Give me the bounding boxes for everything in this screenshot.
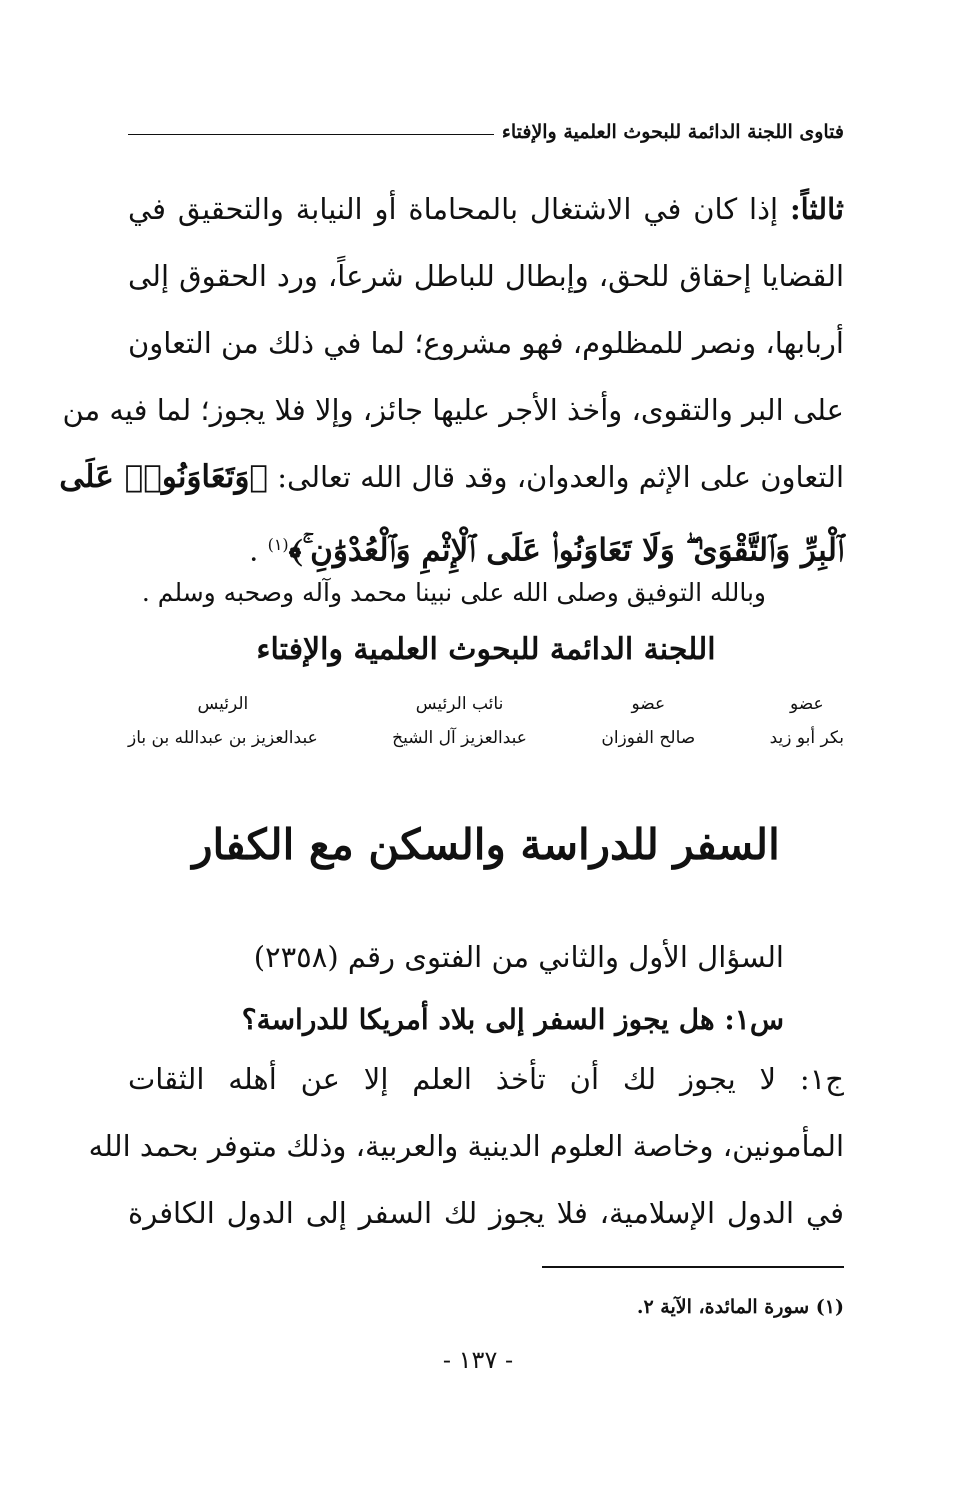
paragraph-line: أربابها، ونصر للمظلوم، فهو مشروع؛ لما في ذلك من التعاون <box>128 326 844 360</box>
answer-line: المأمونين، وخاصة العلوم الدينية والعربية، وذلك متوفر بحمد الله <box>88 1129 844 1163</box>
committee-members <box>128 694 844 748</box>
footnote-reference: (١) <box>267 535 289 554</box>
member-name: بكر أبو زيد <box>769 728 844 748</box>
member-role: نائب الرئيس <box>415 694 504 714</box>
header-rule <box>128 134 494 135</box>
closing-line: وبالله التوفيق وصلى الله على نبينا محمد وآله وصحبه وسلم . <box>141 578 766 607</box>
member-entry <box>392 694 527 748</box>
paragraph-line: التعاون على الإثم والعدوان، وقد قال الله تعالى: ﴿وَتَعَاوَنُوا۟ عَلَى <box>59 459 844 495</box>
question-text: س١: هل يجوز السفر إلى بلاد أمريكا للدراسة؟ <box>241 1003 784 1036</box>
running-header <box>128 112 844 152</box>
member-name: عبدالعزيز بن عبدالله بن باز <box>128 728 318 748</box>
question-reference: السؤال الأول والثاني من الفتوى رقم (٢٣٥٨) <box>253 940 784 974</box>
member-entry <box>770 694 844 748</box>
member-entry <box>601 694 695 748</box>
paragraph-third-point <box>59 176 844 578</box>
member-entry <box>128 694 318 748</box>
paragraph-line: القضايا إحقاق للحق، وإبطال للباطل شرعاً، ورد الحقوق إلى <box>128 259 844 293</box>
paragraph-line: على البر والتقوى، وأخذ الأجر عليها جائز، وإلا فلا يجوز؛ لما فيه من <box>62 393 844 427</box>
member-role: عضو <box>631 694 666 714</box>
answer-line: ج١: لا يجوز لك أن تأخذ العلم إلا عن أهله الثقات <box>128 1062 844 1096</box>
committee-title: اللجنة الدائمة للبحوث العلمية والإفتاء <box>256 632 716 667</box>
paragraph-line: ثالثاً: إذا كان في الاشتغال بالمحاماة أو النيابة والتحقيق في <box>128 192 844 226</box>
quran-verse: ٱلْبِرِّ وَٱلتَّقْوَىٰ ۖ وَلَا تَعَاوَنُوا۟ عَلَى ٱلْإِثْمِ وَٱلْعُدْوَٰنِ ۚ﴾ <box>288 532 844 569</box>
member-role: الرئيس <box>197 694 249 714</box>
answer-paragraph <box>88 1046 844 1247</box>
page-number: - ١٣٧ - <box>442 1346 514 1374</box>
member-name: عبدالعزيز آل الشيخ <box>392 728 527 748</box>
header-title: فتاوى اللجنة الدائمة للبحوث العلمية والإفتاء <box>501 121 844 143</box>
paragraph-line: ٱلْبِرِّ وَٱلتَّقْوَىٰ ۖ وَلَا تَعَاوَنُوا۟ عَلَى ٱلْإِثْمِ وَٱلْعُدْوَٰنِ ۚ﴾$^{(١)}$ . <box>249 532 844 569</box>
section-title: السفر للدراسة والسكن مع الكفار <box>192 820 780 869</box>
footnote: (١) سورة المائدة، الآية ٢. <box>636 1296 844 1318</box>
answer-line: في الدول الإسلامية، فلا يجوز لك السفر إلى الدول الكافرة <box>128 1196 844 1230</box>
member-name: صالح الفوزان <box>601 728 696 748</box>
member-role: عضو <box>789 694 824 714</box>
paragraph-label: ثالثاً: <box>789 192 844 226</box>
quran-verse-start: ﴿وَتَعَاوَنُوا۟ عَلَى <box>59 459 269 495</box>
footnote-separator <box>542 1266 844 1268</box>
